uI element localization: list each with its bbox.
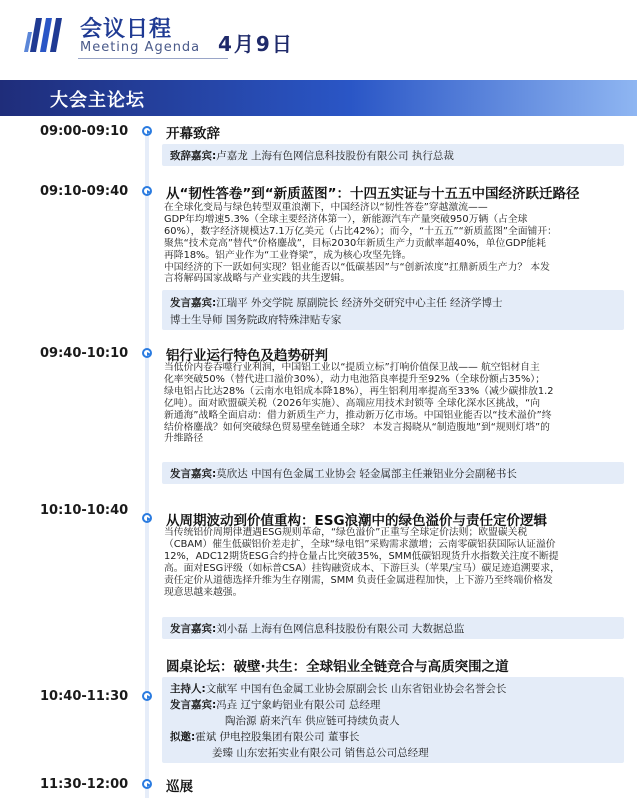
header-divider (78, 58, 228, 59)
page-title: 会议日程 (80, 17, 173, 42)
speaker-label: 发言嘉宾: (170, 297, 217, 309)
session-topic: 圆桌论坛：破壁·共生：全球铝业全链竞合与高质突围之道 (166, 659, 509, 675)
description-line: 亿吨）。面对欧盟碳关税（2026年实施）、高端应用技术封锁等 全球化深水区挑战，“向 (164, 397, 541, 409)
session-time: 09:00-09:10 (40, 124, 129, 139)
speaker-label: 发言嘉宾: (170, 623, 217, 635)
speaker-text: 莫欣达 中国有色金属工业协会 轻金属部主任兼铝业分会副秘书长 (216, 468, 517, 480)
speaker-line (225, 713, 400, 728)
speaker-label: 发言嘉宾: (170, 468, 217, 480)
speaker-box (162, 462, 624, 484)
session-topic: 铝行业运行特色及趋势研判 (166, 348, 328, 364)
description-line: 60%），数字经济规模达7.1万亿美元（占比42%）；而今，“十五五”“新质蓝图”全面铺开： (164, 225, 557, 237)
timeline-dot-icon (142, 779, 152, 789)
session-time: 11:30-12:00 (40, 777, 129, 792)
description-line: 化率突破50%（替代进口溢价30%），动力电池箔良率提升至92%（全球份额占35%）； (164, 373, 546, 385)
speaker-line (170, 681, 506, 696)
description-line: 言将解码国家战略与产业实践的共生逻辑。 (164, 273, 351, 285)
description-line: 再降18%。铝产业作为“工业脊梁”，成为核心攻坚先锋。 (164, 249, 412, 261)
session-topic: 从周期波动到价值重构：ESG浪潮中的绿色溢价与责任定价逻辑 (166, 513, 548, 529)
section-title: 大会主论坛 (50, 90, 145, 111)
speaker-text: 江瑞平 外交学院 原副院长 经济外交研究中心主任 经济学博士 (216, 297, 503, 309)
speaker-line (170, 697, 380, 712)
session-time: 09:10-09:40 (40, 184, 129, 199)
description-line: 责任定价从道德选择升维为生存刚需，SMM 负责任金属进程加快，上下游乃至终端价格发 (164, 574, 553, 586)
description-line: 聚焦“技术竞高”替代“价格鏖战”，目标2030年新质生产力贡献率超40%，单位GDP能耗 (164, 237, 546, 249)
timeline-dot-icon (142, 348, 152, 358)
session-time: 10:40-11:30 (40, 689, 129, 704)
speaker-text: 刘小磊 上海有色网信息科技股份有限公司 大数据总监 (216, 623, 465, 635)
header (0, 0, 637, 72)
timeline-dot-icon (142, 126, 152, 136)
speaker-text: 博士生导师 国务院政府特殊津贴专家 (170, 314, 342, 326)
session-topic: 开幕致辞 (166, 126, 220, 142)
description-line: 绿电铝占比达28%（云南水电铝成本降18%），再生铝利用率提高至33%（减少碳排放1.2 (164, 385, 554, 397)
page-subtitle: Meeting Agenda (80, 40, 201, 55)
timeline-dot-icon (142, 691, 152, 701)
speaker-line (170, 466, 517, 481)
speaker-box (162, 677, 624, 763)
speaker-line (170, 729, 359, 744)
session-description (164, 527, 622, 598)
speaker-line (170, 295, 503, 310)
speaker-label: 主持人: (170, 683, 206, 695)
speaker-text: 文献军 中国有色金属工业协会原副会长 山东省铝业协会名誉会长 (205, 683, 507, 695)
description-line: 中国经济的下一跃如何实现？铝业能否以“低碳基因”与“创新浓度”扛鼎新质生产力？ 本发 (164, 261, 550, 273)
description-line: 高。面对ESG评级（如标普CSA）挂钩融资成本、下游巨头（苹果/宝马）碳足迹追溯要求， (164, 562, 560, 574)
description-line: 现意思越来越强。 (164, 586, 243, 598)
session-time: 09:40-10:10 (40, 346, 129, 361)
session-topic: 巡展 (166, 779, 193, 795)
timeline-dot-icon (142, 513, 152, 523)
agenda-date: 4月9日 (218, 32, 294, 56)
description-line: GDP年均增速5.3%（全球主要经济体第一），新能源汽车产量突破950万辆（占全球 (164, 213, 528, 225)
description-line: 新通海”战略全面启动：借力新质生产力，推动新万亿市场。中国铝业能否以“技术溢价”终 (164, 409, 552, 421)
description-line: 升维路径 (164, 433, 204, 445)
speaker-line (170, 148, 454, 163)
description-line: （CBAM）催生低碳铝价差走扩，全球“绿电铝”采购需求激增；云南零碳铝获国际认证溢价 (164, 538, 556, 550)
speaker-line (170, 312, 341, 327)
speaker-line (170, 621, 464, 636)
session-description (164, 362, 622, 445)
speaker-box (162, 144, 624, 166)
description-line: 12%，ADC12期货ESG合约持仓量占比突破35%，SMM低碳铝现货升水指数关注度不断提 (164, 550, 559, 562)
speaker-text: 霍斌 伊电控股集团有限公司 董事长 (195, 731, 360, 743)
description-line: 在全球化变局与绿色转型双重浪潮下，中国经济以“韧性答卷”穿越激流—— (164, 202, 488, 213)
description-line: 当传统铝价周期律遭遇ESG规则革命，“绿色溢价”正重写全球定价法则；欧盟碳关税 (164, 527, 528, 538)
session-time: 10:10-10:40 (40, 503, 129, 518)
speaker-text: 陶治源 蔚来汽车 供应链可持续负责人 (225, 715, 400, 727)
speaker-label: 致辞嘉宾: (170, 150, 217, 162)
logo-icon (22, 14, 70, 54)
speaker-text: 卢嘉龙 上海有色网信息科技股份有限公司 执行总裁 (216, 150, 454, 162)
description-line: 当低价内卷吞噬行业利润，中国铝工业以“提质立标”打响价值保卫战—— 航空铝材自主 (164, 362, 540, 373)
speaker-box (162, 617, 624, 639)
speaker-text: 冯垚 辽宁象屿铝业有限公司 总经理 (216, 699, 381, 711)
timeline-dot-icon (142, 186, 152, 196)
speaker-label: 发言嘉宾: (170, 699, 217, 711)
section-banner (0, 80, 637, 116)
speaker-text: 姜臻 山东宏拓实业有限公司 销售总公司总经理 (212, 747, 429, 759)
speaker-box (162, 290, 624, 330)
speaker-label: 拟邀: (170, 731, 196, 743)
speaker-line (212, 745, 429, 760)
session-description (164, 202, 622, 285)
session-topic: 从“韧性答卷”到“新质蓝图”：十四五实证与十五五中国经济跃迁路径 (166, 186, 580, 202)
description-line: 结价格鏖战？如何突破绿色贸易壁垒链通全球？ 本发言揭晓从“制造腹地”到“规则灯塔”的 (164, 421, 550, 433)
